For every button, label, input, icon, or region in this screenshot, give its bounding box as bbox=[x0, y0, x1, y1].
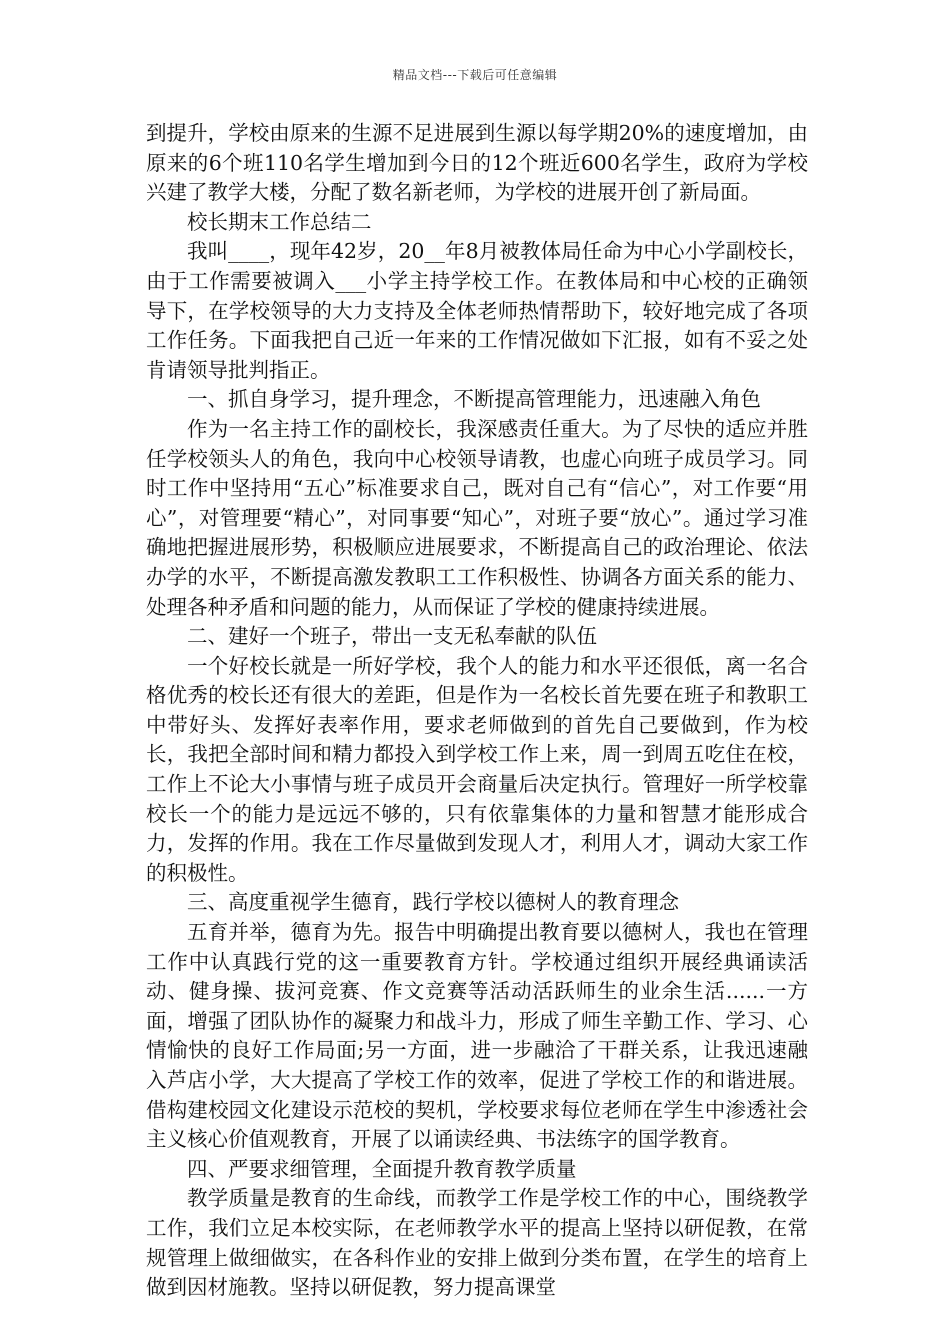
paragraph-continuation: 到提升，学校由原来的生源不足进展到生源以每学期20%的速度增加，由原来的6个班110名学生增加到今日的12个班近600名学生，政府为学校兴建了教学大楼，分配了数名新老师，为学校的进展开创了新局面。 bbox=[146, 121, 808, 205]
paragraph-4: 教学质量是教育的生命线，而教学工作是学校工作的中心，围绕教学工作，我们立足本校实际，在老师教学水平的提高上坚持以研促教，在常规管理上做细做实，在各科作业的安排上做到分类布置，在学生的培育上做到因材施教。坚持以研促教，努力提高课堂 bbox=[146, 1186, 808, 1300]
heading-1: 一、抓自身学习，提升理念，不断提高管理能力，迅速融入角色 bbox=[187, 387, 761, 412]
paragraph-1: 作为一名主持工作的副校长，我深感责任重大。为了尽快的适应并胜任学校领头人的角色，我向中心校领导请教，也虚心向班子成员学习。同时工作中坚持用“五心”标准要求自己，既对自己有“信心”，对工作要“用心”，对管理要“精心”，对同事要“知心”，对班子要“放心”。通过学习准确地把握进展形势，积极顺应进展要求，不断提高自己的政治理论、依法办学的水平，不断提高激发教职工工作积极性、协调各方面关系的能力、处理各种矛盾和问题的能力，从而保证了学校的健康持续进展。 bbox=[146, 416, 808, 619]
page-header: 精品文档---下载后可任意编辑 bbox=[392, 68, 558, 82]
paragraph-intro: 我叫____，现年42岁，20__年8月被教体局任命为中心小学副校长，由于工作需要被调入___小学主持学校工作。在教体局和中心校的正确领导下，在学校领导的大力支持及全体老师热情帮助下，较好地完成了各项工作任务。下面我把自己近一年来的工作情况做如下汇报，如有不妥之处肯请领导批判指正。 bbox=[146, 239, 808, 382]
paragraph-3: 五育并举，德育为先。报告中明确提出教育要以德树人，我也在管理工作中认真践行党的这一重要教育方针。学校通过组织开展经典诵读活动、健身操、拔河竞赛、作文竞赛等活动活跃师生的业余生活......一方面，增强了团队协作的凝聚力和战斗力，形成了师生辛勤工作、学习、心情愉快的良好工作局面;另一方面，进一步融洽了干群关系，让我迅速融入芦店小学，大大提高了学校工作的效率，促进了学校工作的和谐进展。借构建校园文化建设示范校的契机，学校要求每位老师在学生中渗透社会主义核心价值观教育，开展了以诵读经典、书法练字的国学教育。 bbox=[146, 920, 808, 1152]
paragraph-2: 一个好校长就是一所好学校，我个人的能力和水平还很低，离一名合格优秀的校长还有很大的差距，但是作为一名校长首先要在班子和教职工中带好头、发挥好表率作用，要求老师做到的首先自己要做到，作为校长，我把全部时间和精力都投入到学校工作上来，周一到周五吃住在校，工作上不论大小事情与班子成员开会商量后决定执行。管理好一所学校靠校长一个的能力是远远不够的，只有依靠集体的力量和智慧才能形成合力，发挥的作用。我在工作尽量做到发现人才，利用人才，调动大家工作的积极性。 bbox=[146, 653, 808, 885]
section-title: 校长期末工作总结二 bbox=[187, 209, 372, 234]
heading-2: 二、建好一个班子，带出一支无私奉献的队伍 bbox=[187, 624, 597, 649]
heading-3: 三、高度重视学生德育，践行学校以德树人的教育理念 bbox=[187, 890, 679, 915]
heading-4: 四、严要求细管理，全面提升教育教学质量 bbox=[187, 1156, 577, 1181]
document-body bbox=[146, 119, 808, 1303]
